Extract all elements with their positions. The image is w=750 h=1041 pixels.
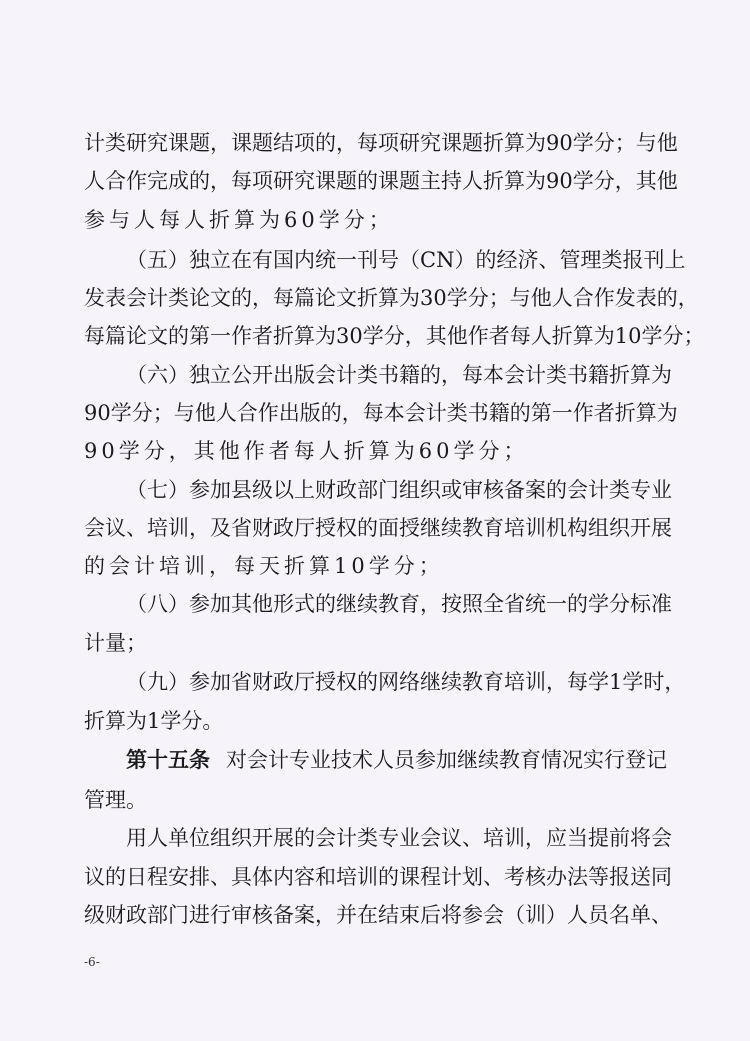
article-line: [126, 746, 667, 774]
text-line: 对会计专业技术人员参加继续教育情况实行登记: [226, 748, 667, 772]
text-line: 议的日程安排、具体内容和培训的课程计划、考核办法等报送同: [84, 865, 672, 889]
text-line: 折算为1学分。: [84, 709, 224, 733]
article-heading: 第十五条: [126, 747, 210, 772]
text-line: 计类研究课题，课题结项的，每项研究课题折算为90学分；与他: [84, 131, 678, 155]
text-line: 人合作完成的，每项研究课题的课题主持人折算为90学分，其他: [84, 169, 678, 193]
text-line: 计量；: [84, 631, 147, 655]
text-line: （八）参加其他形式的继续教育，按照全省统一的学分标准: [126, 592, 672, 616]
page-number: -6-: [84, 955, 100, 969]
text-line: 发表会计类论文的，每篇论文折算为30学分；与他人合作发表的，: [84, 286, 699, 310]
text-line: 90学分；与他人合作出版的，每本会计类书籍的第一作者折算为: [84, 401, 678, 425]
text-line: 90学分，其他作者每人折算为60学分；: [84, 439, 529, 463]
text-line: 用人单位组织开展的会计类专业会议、培训，应当提前将会: [126, 826, 672, 850]
text-line: 会议、培训，及省财政厅授权的面授继续教育培训机构组织开展: [84, 516, 672, 540]
text-line: 的会计培训，每天折算10学分；: [84, 554, 444, 578]
text-line: 每篇论文的第一作者折算为30学分，其他作者每人折算为10学分；: [84, 324, 705, 348]
text-line: （七）参加县级以上财政部门组织或审核备案的会计类专业: [126, 478, 672, 502]
text-line: （六）独立公开出版会计类书籍的，每本会计类书籍折算为: [126, 363, 672, 387]
text-line: （五）独立在有国内统一刊号（CN）的经济、管理类报刊上: [126, 248, 686, 272]
text-line: 参与人每人折算为60学分；: [84, 208, 394, 232]
text-line: 管理。: [84, 788, 147, 812]
text-line: 级财政部门进行审核备案，并在结束后将参会（训）人员名单、: [84, 903, 672, 927]
text-line: （九）参加省财政厅授权的网络继续教育培训，每学1学时，: [126, 670, 686, 694]
